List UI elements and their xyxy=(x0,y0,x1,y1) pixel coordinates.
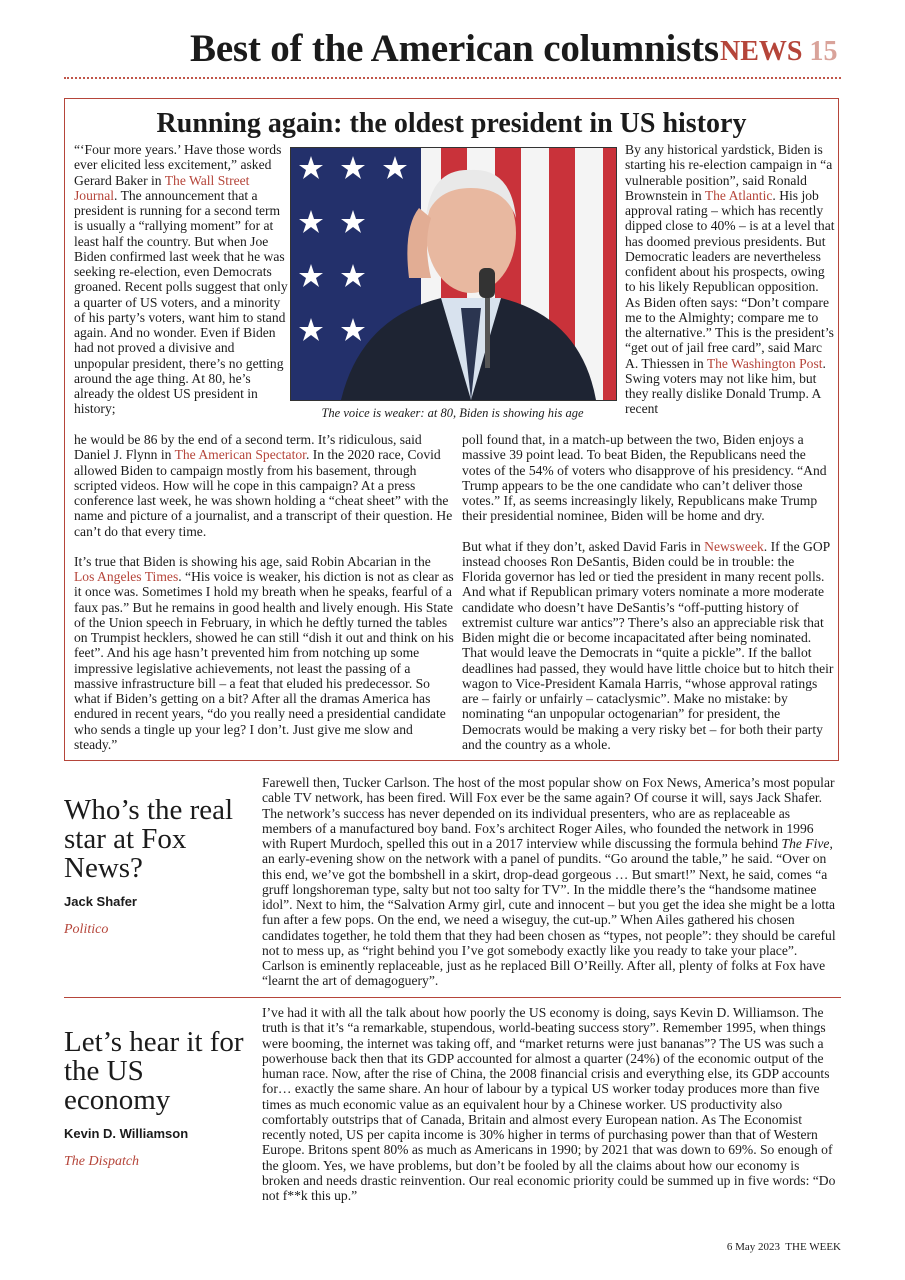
header-divider xyxy=(64,77,841,79)
feature-right-column-top: By any historical yardstick, Biden is starting his re-election campaign in “a vulnerable position”, said Ronald Brownstein in The Atlantic. His job approval rating – which has recently dipped close to 40% – is at a level that has doomed previous presidents. But Democratic leaders are nevertheless confident about his prospects, owing to his likely Republican opposition. As Biden often says: “Don’t compare me to the Almighty; compare me to the alternative.” This is the president’s “get out of jail free card”, said Marc A. Thiessen in The Washington Post. Swing voters may not like him, but they really dislike Donald Trump. A recent xyxy=(625,142,835,417)
feature-headline: Running again: the oldest president in US history xyxy=(156,108,747,139)
section-divider xyxy=(64,997,841,998)
column2-author: Kevin D. Williamson xyxy=(64,1126,189,1141)
page-title: Best of the American columnists xyxy=(190,27,719,70)
column1-author: Jack Shafer xyxy=(64,894,137,909)
source-wsj: The Wall Street Journal xyxy=(74,172,250,203)
biden-photo xyxy=(290,147,617,401)
source-american-spectator: The American Spectator xyxy=(174,447,306,463)
source-newsweek: Newsweek xyxy=(704,538,764,554)
column2-body: I’ve had it with all the talk about how poorly the US economy is doing, says Kevin D. Williamson. The truth is that it’s “a remarkable, stupendous, world-beating success story”. Remember 1995, when things were booming, the internet was taking off, and “market returns were just bananas”? The US was such a powerhouse back then that its GDP accounted for almost a quarter (24%) of the economic output of the human race. Now, after the rise of China, the 2008 financial crisis and everything else, its GDP accounts for… exactly the same share. An hour of labour by a typical US worker today produces more than five times as much economic value as an equivalent hour by a Chinese worker. US productivity also comfortably outstrips that of Canada, Britain and almost every European nation. As The Economist recently noted, US per capita income is 30% higher in terms of purchasing power than that of Western Europe. Britons spent 80% as much as Americans in 1990; by 2021 that was down to 69%. So enough of the gloom. Yes, we have problems, but don’t be fooled by all the claims about how our economy is broken and needs drastic reinvention. Our real economic priority could be summed up in five words: “Do not f**k this up.” xyxy=(262,1005,836,1203)
column2-title: Let’s hear it for the US economy xyxy=(64,1026,244,1116)
issue-date: 6 May 2023 xyxy=(726,1241,780,1253)
biden-photo-image xyxy=(291,148,616,400)
feature-left-column-top: “‘Four more years.’ Have those words ever elicited less excitement,” asked Gerard Baker in The Wall Street Journal. The announcement that a president is running for a second term is usually a “rallying moment” for at least half the country. But when Joe Biden confirmed last week that he was seeking re-election, even Democrats groaned. Recent polls suggest that only a quarter of US voters, and a minority of his party’s voters, want him to stand again. And no wonder. Even if Biden had not proved a divisive and unpopular president, there’s no getting around the age thing. At 80, he’s already the oldest US president in history; xyxy=(74,142,288,417)
source-la-times: Los Angeles Times xyxy=(74,569,179,584)
column1-source: Politico xyxy=(64,922,109,937)
page-number: 15 xyxy=(809,36,838,67)
section-label xyxy=(720,36,837,68)
page-footer xyxy=(727,1241,841,1253)
paragraph: But what if they don’t, asked David Faris in Newsweek. If the GOP instead chooses Ron DeSantis, Biden could be in trouble: the Florida governor has led or tied the president in many recent polls. And what if Republican primary voters nominate a more moderate candidate who doesn’t have DeSantis’s “off-putting history of extremist culture war antics”? There’s also an appreciable risk that Biden might die or become incapacitated after being nominated. That would leave the Democrats in “quite a pickle”. If the ballot deadlines had passed, they would have little choice but to hitch their wagon to Vice-President Kamala Harris, “whose approval ratings are – fairly or unfairly – cataclysmic”. Make no mistake: by nominating “an unpopular octogenarian” for president, the Democrats would be making a very risky bet – for both their party and the country as a whole. xyxy=(462,538,834,752)
column1-title: Who’s the real star at Fox News? xyxy=(64,794,234,884)
column2-source: The Dispatch xyxy=(64,1154,140,1169)
source-washington-post: The Washington Post xyxy=(706,355,823,371)
paragraph: poll found that, in a match-up between the two, Biden enjoys a massive 39 point lead. To beat Biden, the Republicans need the votes of the 54% of voters who disapprove of his presidency. “And Trump appears to be the one candidate who can’t deliver those votes.” If, as seems increasingly likely, Republicans make Trump their presidential nominee, Biden will be home and dry. xyxy=(462,432,827,524)
publication-name: THE WEEK xyxy=(785,1241,841,1253)
paragraph: he would be 86 by the end of a second term. It’s ridiculous, said Daniel J. Flynn in The American Spectator. In the 2020 race, Covid allowed Biden to campaign mostly from his basement, through scripted videos. How will he cope in this campaign? At a press conference last week, he was shown holding a “cheat sheet” with the name and picture of a journalist, and a transcript of their question. He can’t do that every time. xyxy=(74,432,453,539)
column1-body: Farewell then, Tucker Carlson. The host of the most popular show on Fox News, America’s most popular cable TV network, has been fired. Will Fox ever be the same again? Of course it will, says Jack Shafer. The network’s success has never depended on its individual presenters, who are as replaceable as members of a manufactured boy band. Fox’s architect Roger Ailes, who founded the network in 1996 with Rupert Murdoch, spelled this out in a 2017 interview while discussing the formula behind The Five, an early-evening show on the network with a panel of pundits. “Go around the table,” he said. “Over on this end, we’ve got the bombshell in a skirt, drop-dead gorgeous … But smart!” Next, he said, comes “a gruff longshoreman type, salty but not too salty for TV”. In the middle there’s the “handsome matinee idol”. Next to him, the “Salvation Army girl, cute and innocent – but you get the idea she might be a lotta fun after a few pops. On the end, we need a wiseguy, the cut-up.” When Ailes gathered his chosen candidates together, he told them that they had been chosen as “types, not people”: they should be careful not to mess up, as “right behind you I’ve got somebody exactly like you ready to take your place”. Carlson is eminently replaceable, just as he replaced Bill O’Reilly. After all, plenty of folks at Fox have “learnt the art of demagoguery”. xyxy=(262,775,836,989)
section-name: NEWS xyxy=(720,36,803,67)
feature-left-column-bottom xyxy=(74,432,454,767)
show-title: The Five xyxy=(781,836,830,851)
feature-right-column-bottom xyxy=(462,432,834,767)
source-atlantic: The Atlantic xyxy=(704,187,773,203)
photo-caption: The voice is weaker: at 80, Biden is showing his age xyxy=(321,406,584,420)
paragraph: It’s true that Biden is showing his age, said Robin Abcarian in the Los Angeles Times. “His voice is weaker, his diction is not as clear as it once was. Sometimes I hold my breath when he speaks, fearful of a faux pas.” But he remains in good health and lively enough. His State of the Union speech in February, in which he deftly turned the tables on Trumpist hecklers, showed he can still “dish it out and think on his feet”. And his age hasn’t prevented him from notching up some impressive legislative achievements, not least the passing of a massive infrastructure bill – a feat that eluded his predecessor. So what if Biden’s getting on a bit? After all the dramas America has endured in recent years, “do you really need a presidential candidate who sends a tingle up your leg? I don’t. Just give me slow and steady.” xyxy=(74,553,454,752)
